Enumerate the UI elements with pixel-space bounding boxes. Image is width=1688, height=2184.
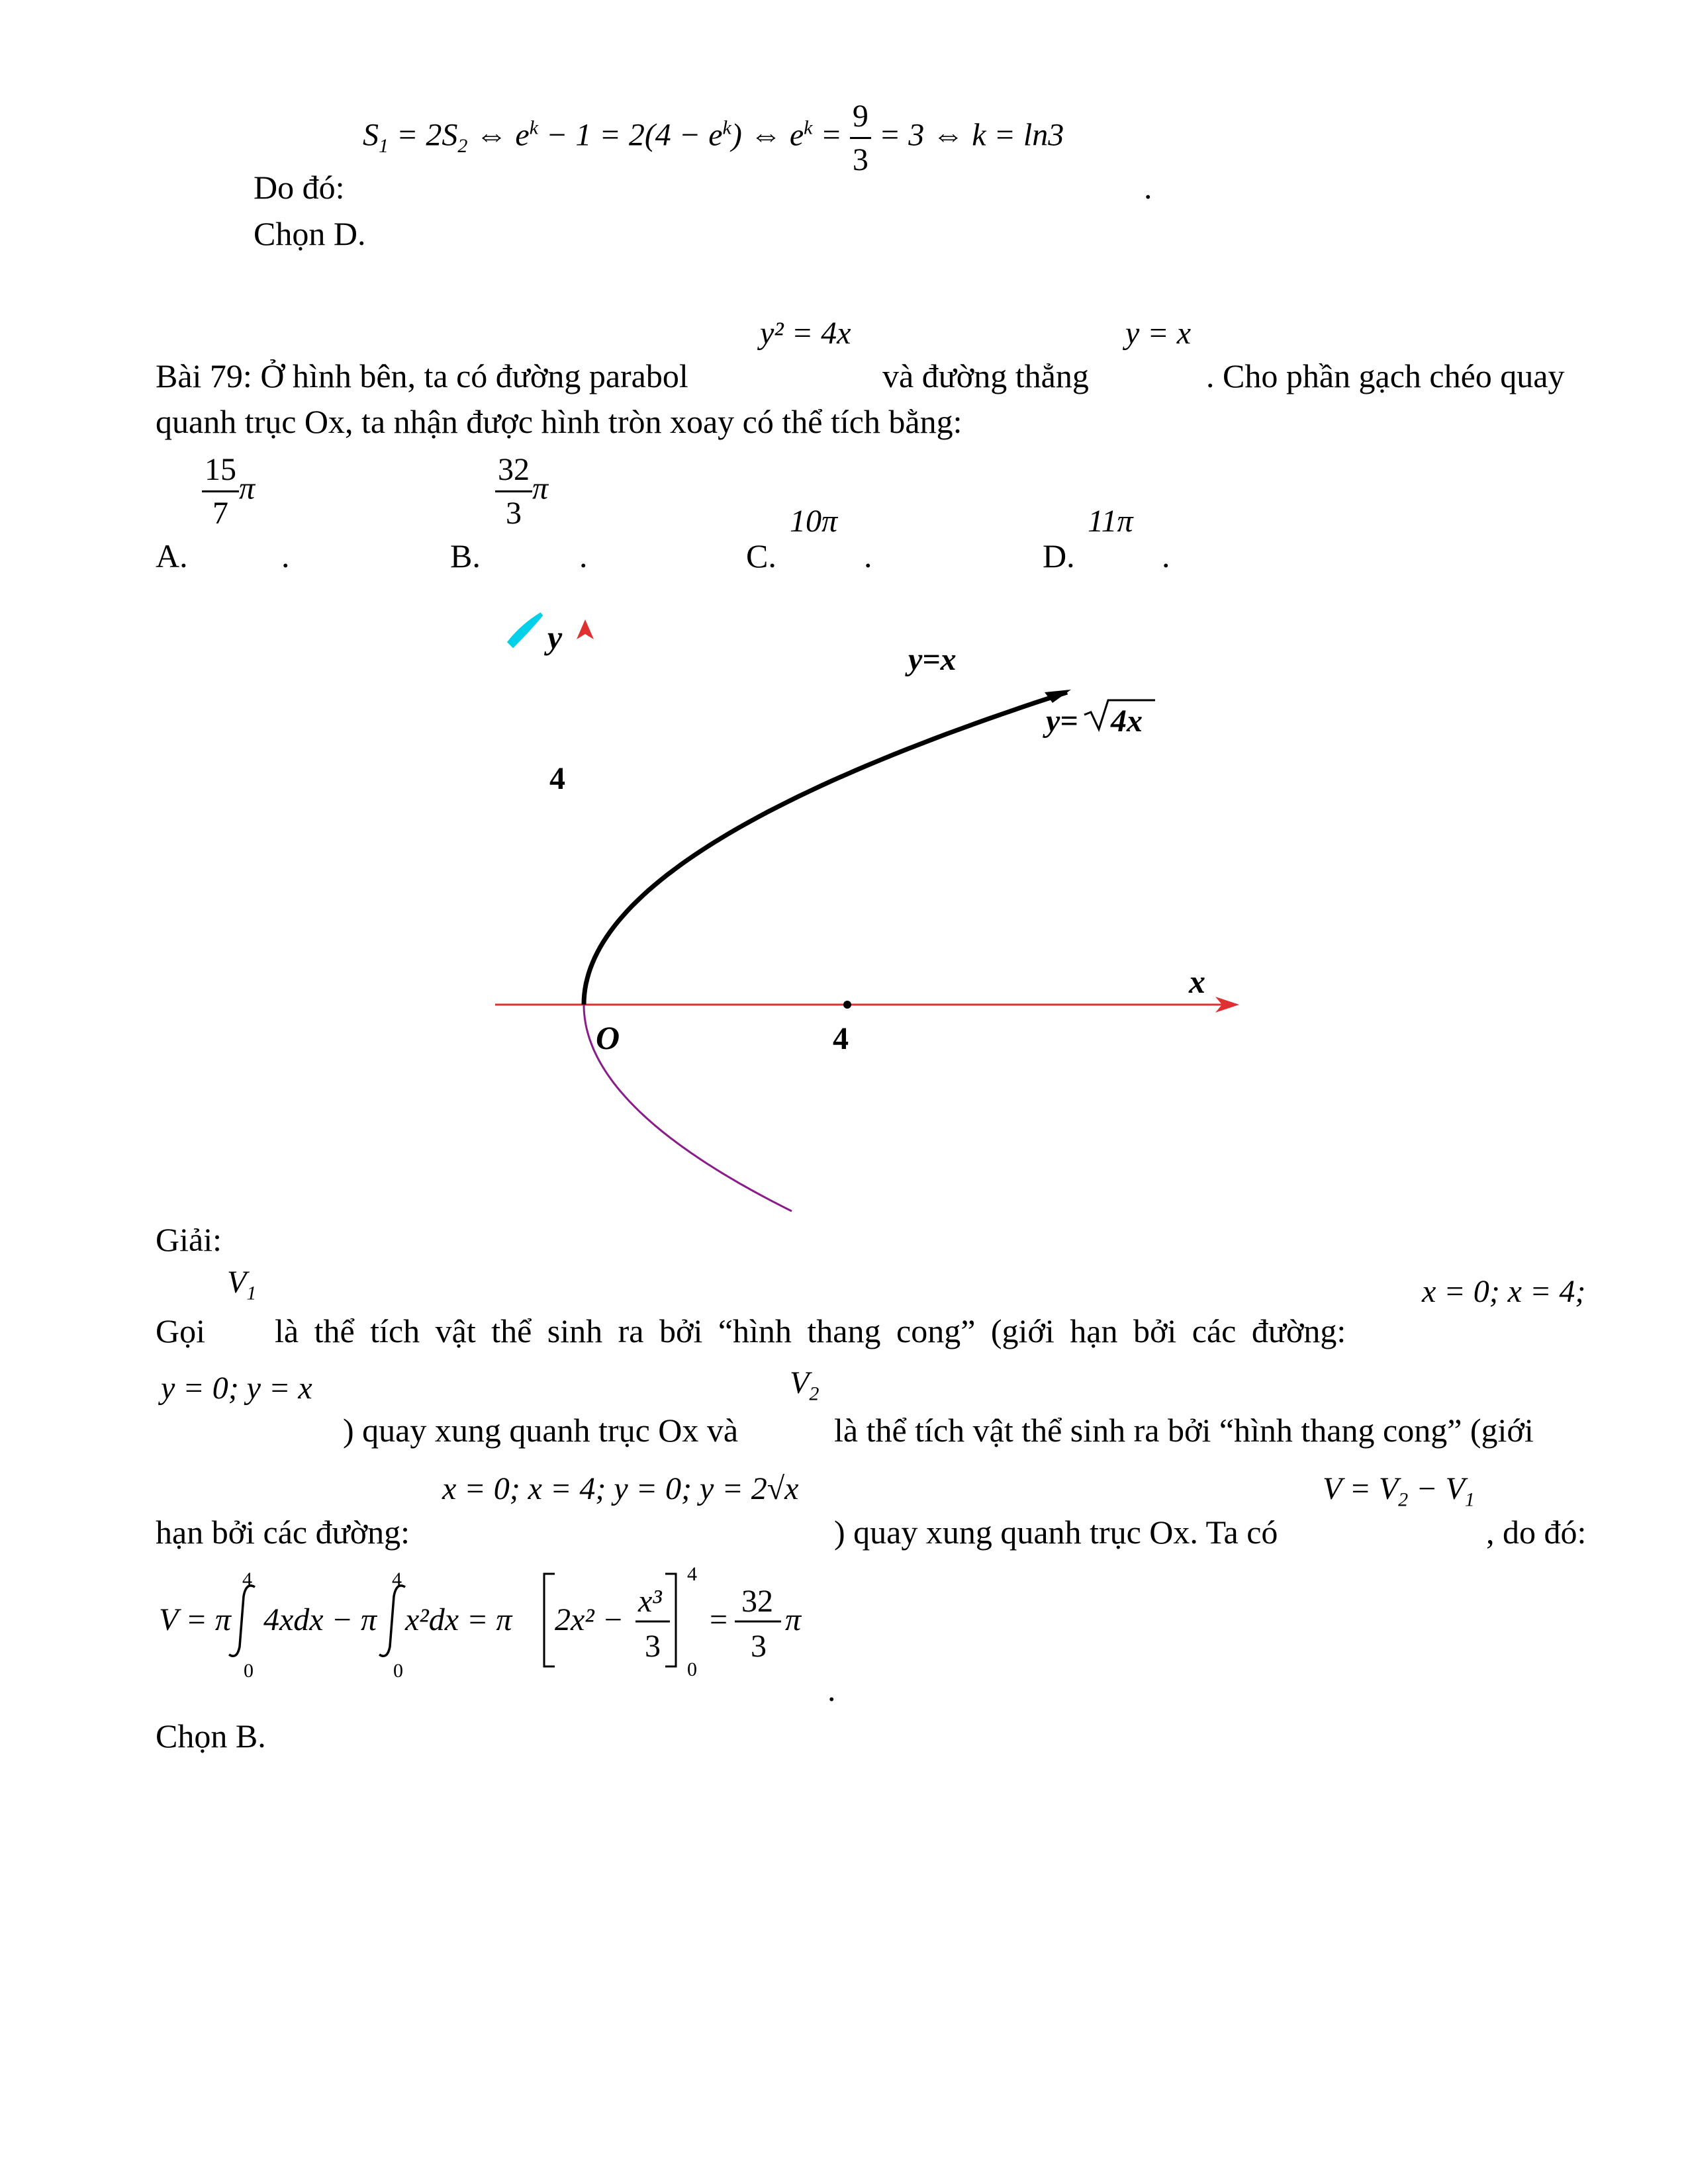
eq-sup: k — [804, 116, 813, 139]
bracket-x3: x³ — [638, 1584, 662, 1619]
pen-mark-icon — [510, 614, 541, 645]
upper-branch-curve — [584, 692, 1067, 1005]
option-a-label: A. — [156, 537, 188, 574]
problem-line1-c: . Cho phần gạch chéo quay — [1206, 357, 1565, 394]
frac-num: 15 — [205, 452, 236, 487]
origin-label: O — [596, 1019, 620, 1056]
option-a-fraction — [202, 451, 239, 531]
do-do-label: Do đó: — [254, 169, 345, 206]
solution-line-a: là thể tích vật thể sinh ra bởi “hình thang cong” (giới hạn bởi các đường: — [275, 1312, 1346, 1349]
option-a-value — [202, 451, 255, 531]
lower-branch-curve — [584, 1005, 792, 1211]
option-c-value: 10π — [790, 504, 838, 539]
eq-part: − V — [1408, 1471, 1465, 1506]
eq-sub: 1 — [1464, 1488, 1475, 1511]
option-b-value — [495, 451, 548, 531]
integrand-2: x²dx = π — [405, 1602, 512, 1637]
solution-line-c2: ) quay xung quanh trục Ox. Ta có — [834, 1514, 1278, 1551]
y-axis-label: y — [547, 619, 563, 656]
frac-den: 3 — [850, 137, 871, 178]
y-axis-arrow-icon — [577, 619, 594, 639]
eq-part: = — [812, 117, 850, 153]
eq-parabol: y² = 4x — [760, 316, 851, 351]
trailing-period: . — [1144, 169, 1152, 206]
solution-heading: Giải: — [156, 1221, 222, 1258]
integral-sign-2 — [379, 1586, 405, 1656]
fraction-9-3 — [850, 98, 871, 178]
option-d-period: . — [1162, 537, 1170, 574]
eq-part: V = V — [1323, 1471, 1399, 1506]
pi-symbol: π — [532, 471, 549, 506]
right-bracket — [665, 1574, 676, 1666]
v1-symbol — [227, 1264, 256, 1305]
solution-line-b2: là thể tích vật thể sinh ra bởi “hình thang cong” (giới — [834, 1412, 1534, 1449]
y-tick-label: 4 — [549, 761, 565, 796]
frac-den: 7 — [202, 490, 239, 531]
curve-label-prefix: y= — [1046, 704, 1078, 739]
pi-symbol: π — [239, 471, 256, 506]
bracket-body: 2x² − — [555, 1602, 624, 1637]
option-d-value: 11π — [1088, 504, 1133, 539]
curve-label-radicand: 4x — [1111, 704, 1143, 739]
result-num: 32 — [741, 1584, 773, 1619]
solution-line-c1: hạn bởi các đường: — [156, 1514, 410, 1551]
frac-num: 32 — [498, 452, 530, 487]
lim-lo-2: 0 — [393, 1660, 403, 1682]
eq-part: ⇔ e — [467, 117, 530, 153]
solution-period: . — [827, 1671, 836, 1708]
result-den: 3 — [751, 1629, 767, 1664]
option-b-period: . — [579, 537, 588, 574]
option-c-label: C. — [746, 537, 776, 574]
eq-part: V = π — [159, 1602, 231, 1637]
eq-part: = 2S — [389, 117, 458, 153]
x-axis-label: x — [1189, 963, 1205, 1000]
bounds-x: x = 0; x = 4; — [1422, 1274, 1586, 1309]
x-tick-point — [843, 1001, 851, 1009]
eval-lower: 0 — [687, 1659, 697, 1680]
left-bracket — [544, 1574, 555, 1666]
eq-sub: 1 — [379, 135, 389, 158]
option-b-label: B. — [450, 537, 481, 574]
option-a-period: . — [281, 537, 290, 574]
v-sub: 2 — [809, 1383, 820, 1405]
eq-sub: 2 — [1398, 1488, 1409, 1511]
bracket-three: 3 — [645, 1629, 661, 1664]
eq-part: = 3 ⇔ k = ln3 — [870, 117, 1064, 153]
answer-choice-d: Chọn D. — [254, 215, 366, 252]
bounds-y: y = 0; y = x — [161, 1371, 312, 1406]
result-equals: = — [710, 1602, 728, 1637]
integral-expression — [159, 1602, 231, 1638]
option-d-label: D. — [1043, 537, 1075, 574]
frac-num: 9 — [852, 99, 868, 134]
x-tick-label: 4 — [833, 1021, 849, 1056]
bounds-full: x = 0; x = 4; y = 0; y = 2√x — [442, 1471, 799, 1506]
v-letter: V — [227, 1265, 247, 1300]
v-difference — [1323, 1471, 1475, 1512]
eq-part: ) ⇔ e — [731, 117, 804, 153]
problem-line1-a: Bài 79: Ở hình bên, ta có đường parabol — [156, 357, 688, 394]
frac-den: 3 — [495, 490, 532, 531]
v2-symbol — [790, 1365, 819, 1406]
v-sub: 1 — [246, 1282, 257, 1304]
eq-sup: k — [722, 116, 731, 139]
sqrt-sign-icon — [1084, 700, 1155, 729]
option-c-period: . — [864, 537, 872, 574]
eq-part: − 1 = 2(4 − e — [538, 117, 723, 153]
v-letter: V — [790, 1365, 810, 1400]
result-pi: π — [785, 1602, 802, 1637]
lim-up-1: 4 — [242, 1569, 252, 1590]
answer-choice-b: Chọn B. — [156, 1717, 266, 1754]
curve-arrow-icon — [1045, 690, 1071, 703]
eq-sub: 2 — [457, 135, 468, 158]
line-label: y=x — [908, 642, 957, 677]
eq-sup: k — [529, 116, 539, 139]
lim-lo-1: 0 — [244, 1660, 254, 1682]
eq-line: y = x — [1125, 316, 1191, 351]
integral-sign-1 — [229, 1586, 255, 1656]
integrand-1: 4xdx − π — [263, 1602, 377, 1637]
solution-goi: Gọi — [156, 1312, 205, 1349]
solution-line-b1: ) quay xung quanh trục Ox và — [343, 1412, 739, 1449]
top-equation — [363, 98, 1064, 178]
lim-up-2: 4 — [392, 1569, 402, 1590]
option-b-fraction — [495, 451, 532, 531]
eq-part: S — [363, 117, 379, 153]
solution-line-c3: , do đó: — [1486, 1514, 1587, 1551]
problem-line1-b: và đường thẳng — [882, 357, 1089, 394]
problem-line2: quanh trục Ox, ta nhận được hình tròn xoay có thể tích bằng: — [156, 403, 962, 440]
x-axis-arrow-icon — [1215, 997, 1239, 1013]
eval-upper: 4 — [687, 1563, 697, 1585]
